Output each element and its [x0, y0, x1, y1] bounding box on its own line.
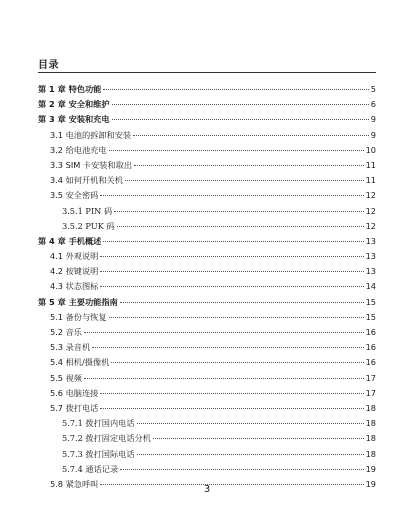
table-of-contents	[38, 82, 376, 492]
toc-entry-page-number: 14	[365, 281, 376, 292]
toc-entry-title: 第 4 章 手机概述	[38, 235, 102, 246]
dot-leader	[117, 226, 364, 227]
toc-entry-title: 5.5 视频	[50, 372, 82, 383]
toc-entry-page-number: 18	[365, 418, 376, 429]
toc-entry-page-number: 16	[365, 327, 376, 337]
toc-entry-title: 第 1 章 特色功能	[38, 84, 102, 94]
toc-entry[interactable]	[38, 295, 376, 310]
toc-entry-page-number: 15	[365, 311, 376, 322]
toc-entry-page-number: 18	[365, 433, 376, 444]
toc-entry-page-number: 17	[365, 387, 376, 398]
toc-entry-page-number: 16	[365, 342, 376, 353]
dot-leader	[109, 317, 364, 318]
dot-leader	[134, 165, 364, 166]
dot-leader	[125, 180, 364, 181]
toc-entry-title: 第 5 章 主要功能指南	[38, 296, 118, 307]
dot-leader	[137, 423, 364, 424]
toc-entry-title: 5.1 备份与恢复	[50, 311, 107, 322]
toc-entry-page-number: 10	[365, 144, 376, 155]
toc-entry[interactable]	[38, 340, 376, 355]
dot-leader	[112, 119, 369, 120]
toc-entry-title: 4.3 状态图标	[50, 281, 99, 292]
toc-entry[interactable]	[38, 97, 376, 112]
toc-entry-page-number: 19	[365, 463, 376, 474]
toc-entry-page-number: 19	[365, 478, 376, 489]
toc-entry[interactable]	[38, 431, 376, 446]
toc-entry-title: 3.5 安全密码	[50, 190, 99, 201]
dot-leader	[120, 469, 363, 470]
toc-entry[interactable]	[38, 462, 376, 477]
dot-leader	[103, 89, 368, 90]
toc-entry-title: 3.5.2 PUK 码	[62, 220, 115, 231]
toc-entry[interactable]	[38, 264, 376, 279]
toc-entry-title: 3.5.1 PIN 码	[62, 205, 113, 216]
toc-entry[interactable]	[38, 325, 376, 340]
toc-entry[interactable]	[38, 371, 376, 386]
toc-entry-page-number: 13	[365, 235, 376, 246]
toc-entry-title: 5.7 拨打电话	[50, 402, 99, 413]
toc-entry-title: 3.3 SIM 卡安装和取出	[50, 159, 133, 170]
toc-entry[interactable]	[38, 234, 376, 249]
toc-entry-title: 5.2 音乐	[50, 327, 82, 337]
toc-entry-title: 5.7.3 拨打国际电话	[62, 448, 135, 459]
dot-leader	[120, 302, 364, 303]
toc-entry-title: 5.7.2 拨打固定电话分机	[62, 433, 151, 444]
toc-entry-title: 第 2 章 安全和维护	[38, 99, 110, 110]
toc-entry-title: 5.4 相机/摄像机	[50, 357, 110, 368]
toc-entry-page-number: 13	[365, 251, 376, 262]
dot-leader	[111, 362, 363, 363]
dot-leader	[84, 332, 364, 333]
toc-entry-page-number: 12	[365, 205, 376, 216]
toc-entry-page-number: 16	[365, 357, 376, 368]
toc-entry-title: 5.7.1 拨打国内电话	[62, 418, 135, 429]
toc-entry-title: 3.4 如何开机和关机	[50, 175, 123, 186]
dot-leader	[100, 271, 363, 272]
toc-entry-page-number: 17	[365, 372, 376, 383]
dot-leader	[92, 347, 363, 348]
toc-entry[interactable]	[38, 204, 376, 219]
dot-leader	[100, 286, 363, 287]
toc-entry-title: 3.2 给电池充电	[50, 144, 107, 155]
toc-entry-page-number: 18	[365, 402, 376, 413]
page-title: 目录	[38, 60, 59, 71]
dot-leader	[100, 195, 363, 196]
title-divider	[38, 72, 376, 73]
dot-leader	[103, 241, 363, 242]
toc-entry-page-number: 18	[365, 448, 376, 459]
toc-entry[interactable]	[38, 158, 376, 173]
dot-leader	[84, 378, 364, 379]
toc-entry-title: 4.2 按键说明	[50, 266, 99, 277]
dot-leader	[100, 408, 363, 409]
toc-entry[interactable]	[38, 188, 376, 203]
toc-entry[interactable]	[38, 401, 376, 416]
toc-entry[interactable]	[38, 143, 376, 158]
toc-entry-page-number: 15	[365, 296, 376, 307]
dot-leader	[100, 256, 363, 257]
toc-entry[interactable]	[38, 82, 376, 97]
dot-leader	[137, 454, 364, 455]
toc-entry[interactable]	[38, 447, 376, 462]
toc-entry-page-number: 5	[370, 84, 376, 94]
toc-entry-page-number: 11	[365, 175, 376, 186]
toc-entry-title: 5.7.4 通话记录	[62, 463, 119, 474]
toc-entry-page-number: 13	[365, 266, 376, 277]
toc-entry-title: 5.8 紧急呼叫	[50, 478, 99, 489]
toc-entry-page-number: 12	[365, 220, 376, 231]
toc-entry[interactable]	[38, 355, 376, 370]
dot-leader	[114, 211, 363, 212]
dot-leader	[109, 150, 364, 151]
toc-entry[interactable]	[38, 112, 376, 127]
toc-entry[interactable]	[38, 173, 376, 188]
toc-entry[interactable]	[38, 310, 376, 325]
toc-entry-page-number: 11	[365, 159, 376, 170]
toc-entry[interactable]	[38, 386, 376, 401]
toc-entry[interactable]	[38, 249, 376, 264]
dot-leader	[133, 135, 369, 136]
dot-leader	[153, 438, 364, 439]
toc-entry-page-number: 12	[365, 190, 376, 201]
toc-entry[interactable]	[38, 128, 376, 143]
toc-entry-page-number: 6	[370, 99, 376, 110]
toc-entry-title: 第 3 章 安装和充电	[38, 114, 110, 125]
toc-entry[interactable]	[38, 219, 376, 234]
toc-entry-page-number: 9	[370, 129, 376, 140]
dot-leader	[100, 393, 363, 394]
dot-leader	[112, 104, 369, 105]
toc-entry-title: 3.1 电池的拆卸和安装	[50, 129, 132, 140]
toc-entry-page-number: 9	[370, 114, 376, 125]
toc-entry-title: 4.1 外观说明	[50, 251, 99, 262]
toc-entry-title: 5.6 电脑连接	[50, 387, 99, 398]
page-number: 3	[203, 484, 211, 495]
toc-entry[interactable]	[38, 279, 376, 294]
toc-entry-title: 5.3 录音机	[50, 342, 91, 353]
toc-entry[interactable]	[38, 416, 376, 431]
